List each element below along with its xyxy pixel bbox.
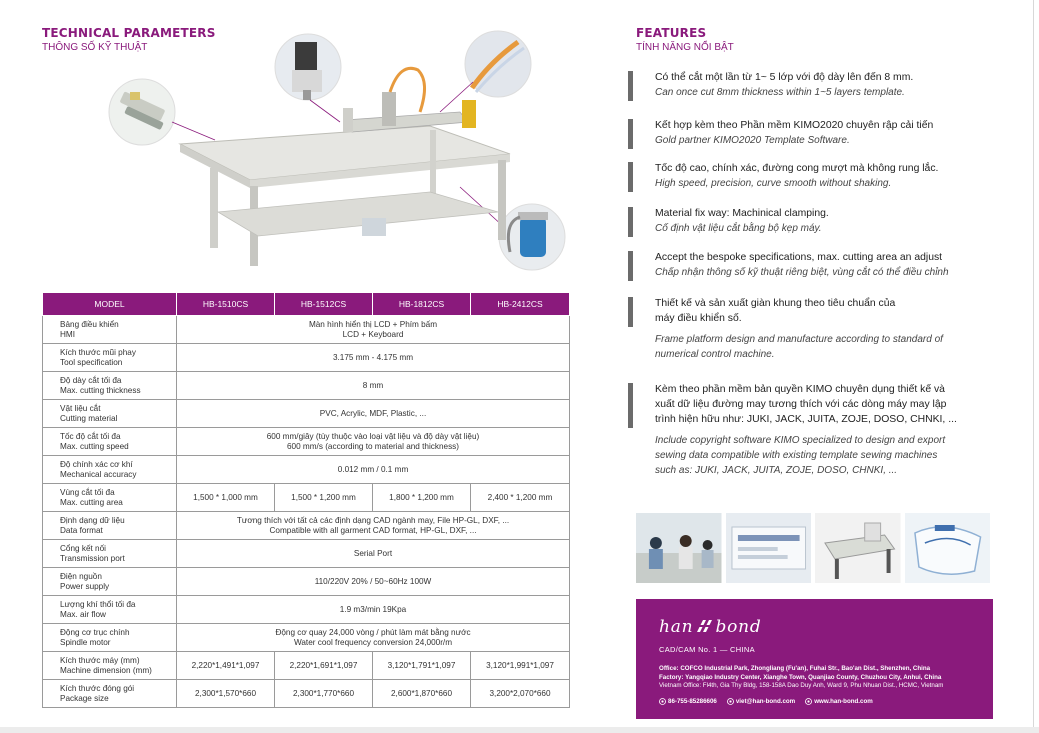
template-board-photo — [726, 513, 812, 583]
spec-label-en: Max. cutting speed — [60, 441, 129, 451]
tech-params-subtitle: THÔNG SỐ KỸ THUẬT — [42, 42, 148, 53]
factory-workers-photo — [636, 513, 722, 583]
feature-text-alt: Include copyright software KIMO specialized to design and export — [655, 435, 946, 446]
email-contact[interactable]: viet@han-bond.com — [727, 698, 795, 705]
table-row — [43, 652, 570, 680]
spec-label — [43, 512, 177, 540]
email-icon — [727, 698, 734, 705]
spec-value — [177, 316, 570, 344]
spec-label-vn: Điện nguồn — [60, 571, 102, 581]
spec-label — [43, 456, 177, 484]
spec-label-en: Data format — [60, 525, 103, 535]
spec-label-vn: Định dạng dữ liệu — [60, 515, 125, 525]
features-subtitle: TÍNH NĂNG NỔI BẬT — [636, 42, 734, 53]
company-footer — [636, 599, 993, 719]
spec-value-line: Tương thích với tất cả các định dạng CAD ngành may, File HP-GL, DXF, ... — [236, 515, 510, 525]
spec-label-en: Spindle motor — [60, 637, 111, 647]
feature-text-alt: Can once cut 8mm thickness within 1~5 layers template. — [655, 87, 905, 98]
spec-value-cell: 1,800 * 1,200 mm — [373, 484, 471, 512]
spec-header-row — [43, 293, 570, 316]
spec-label-vn: Lượng khí thổi tối đa — [60, 599, 136, 609]
spec-value — [177, 624, 570, 652]
spec-label-en: Max. cutting area — [60, 497, 123, 507]
header-model-3: HB-1812CS — [373, 293, 471, 316]
feature-bar — [628, 207, 633, 237]
table-row — [43, 372, 570, 400]
spec-label-en: Tool specification — [60, 357, 123, 367]
detail-circle-clamp — [109, 79, 175, 145]
spec-value-line: PVC, Acrylic, MDF, Plastic, ... — [319, 408, 427, 418]
detail-circle-spindle — [275, 34, 341, 100]
feature-text: Có thể cắt một lần từ 1~ 5 lớp với độ dày lên đến 8 mm. — [655, 72, 914, 83]
table-row — [43, 624, 570, 652]
spec-label — [43, 428, 177, 456]
spec-label-vn: Kích thước đóng gói — [60, 683, 135, 693]
detail-circle-cable — [465, 31, 531, 97]
spec-value-line: Màn hình hiển thị LCD + Phím bấm — [308, 319, 438, 329]
spec-value-line: 600 mm/giây (tùy thuộc vào loại vật liệu và độ dày vật liệu) — [266, 431, 480, 441]
table-row — [43, 456, 570, 484]
tech-params-title: TECHNICAL PARAMETERS — [42, 26, 216, 40]
feature-item — [628, 118, 1008, 148]
feature-text-alt: Chấp nhận thông số kỹ thuật riêng biệt, vùng cắt có thể điều chỉnh — [655, 267, 949, 278]
vietnam-address: Vietnam Office: Fl4th, Gia Thy Bldg, 158-158A Dao Duy Anh, Ward 9, Phu Nhuan Dist., HCMC, Vietnam — [659, 682, 944, 689]
phone-contact: 86-755-85286606 — [659, 698, 717, 705]
feature-bar — [628, 162, 633, 192]
spec-value-line: 3.175 mm - 4.175 mm — [332, 352, 414, 362]
web-contact[interactable]: www.han-bond.com — [805, 698, 873, 705]
contact-info — [659, 698, 873, 705]
spec-label-vn: Tốc độ cắt tối đa — [60, 431, 121, 441]
spec-label — [43, 680, 177, 708]
feature-item — [628, 70, 1008, 100]
spec-value — [177, 344, 570, 372]
spec-label-vn: Độ chính xác cơ khí — [60, 459, 133, 469]
spec-value-line: 8 mm — [362, 380, 384, 390]
spec-value-cell: 2,300*1,770*660 — [275, 680, 373, 708]
spec-value-line: 110/220V 20% / 50~60Hz 100W — [314, 576, 432, 586]
spec-value-cell: 2,220*1,691*1,097 — [275, 652, 373, 680]
spec-value-cell: 3,120*1,791*1,097 — [373, 652, 471, 680]
spec-value-cell: 2,220*1,491*1,097 — [177, 652, 275, 680]
feature-text-alt: Frame platform design and manufacture according to standard of — [655, 334, 943, 345]
spec-value — [177, 596, 570, 624]
spec-value-cell: 1,500 * 1,000 mm — [177, 484, 275, 512]
header-model-1: HB-1510CS — [177, 293, 275, 316]
hanbond-logo: han bond — [659, 617, 762, 637]
spec-label — [43, 344, 177, 372]
spec-value-line: 600 mm/s (according to material and thickness) — [286, 441, 459, 451]
feature-text-alt: numerical control machine. — [655, 349, 775, 360]
bottom-edge — [0, 727, 1039, 733]
spec-value-cell: 3,200*2,070*660 — [471, 680, 570, 708]
table-row — [43, 568, 570, 596]
spec-label-vn: Vùng cắt tối đa — [60, 487, 115, 497]
spec-label-vn: Động cơ trục chính — [60, 627, 130, 637]
spec-value-line: LCD + Keyboard — [342, 329, 404, 339]
spec-label-en: Transmission port — [60, 553, 125, 563]
spec-label — [43, 568, 177, 596]
feature-bar — [628, 251, 633, 281]
spec-value — [177, 456, 570, 484]
spec-label-en: Package size — [60, 693, 109, 703]
spec-value-cell: 2,300*1,570*660 — [177, 680, 275, 708]
table-row — [43, 400, 570, 428]
feature-text: Thiết kế và sản xuất giàn khung theo tiêu chuẩn của — [655, 298, 896, 309]
spec-value — [177, 400, 570, 428]
feature-bar — [628, 71, 633, 101]
machine-illustration — [100, 22, 580, 277]
spec-label-en: Mechanical accuracy — [60, 469, 137, 479]
feature-item — [628, 161, 1008, 191]
spec-value-line: Water cool frequency conversion 24,000r/m — [293, 637, 453, 647]
spec-value-line: Động cơ quay 24,000 vòng / phút làm mát bằng nước — [275, 627, 471, 637]
spec-label-en: Machine dimension (mm) — [60, 665, 152, 675]
features-title: FEATURES — [636, 26, 707, 40]
spec-label-vn: Vật liệu cắt — [60, 403, 101, 413]
hanbond-logo-mark-icon — [694, 618, 714, 634]
office-address: Office: COFCO Industrial Park, Zhongliang (Fu'an), Fuhai Str., Bao'an Dist., Shenzhen, China — [659, 665, 931, 672]
spec-label — [43, 484, 177, 512]
spec-value — [177, 372, 570, 400]
spec-label-en: Power supply — [60, 581, 110, 591]
spec-value-line: 0.012 mm / 0.1 mm — [337, 464, 409, 474]
feature-text-alt: sewing data compatible with existing template sewing machines — [655, 450, 938, 461]
feature-item — [628, 206, 1008, 236]
feature-item — [628, 296, 1008, 362]
feature-text: máy điều khiển số. — [655, 313, 742, 324]
feature-text: Accept the bespoke specifications, max. cutting area an adjust — [655, 252, 943, 263]
spec-value — [177, 428, 570, 456]
feature-bar — [628, 383, 633, 428]
spec-label-en: Max. air flow — [60, 609, 106, 619]
table-row — [43, 344, 570, 372]
sewing-machine-photo — [815, 513, 901, 583]
spec-value — [177, 540, 570, 568]
feature-text: Tốc độ cao, chính xác, đường cong mượt mà không rung lắc. — [655, 163, 939, 174]
feature-text: Kèm theo phần mềm bản quyền KIMO chuyên dụng thiết kế và — [655, 384, 945, 395]
cutting-table — [180, 68, 510, 266]
table-row — [43, 512, 570, 540]
factory-address: Factory: Yangqiao Industry Center, Xianghe Town, Quanjiao County, Chuzhou City, Anhui, China — [659, 673, 942, 681]
spec-value — [177, 568, 570, 596]
spec-label — [43, 624, 177, 652]
spec-label-en: HMI — [60, 329, 76, 339]
spec-label-vn: Cổng kết nối — [60, 543, 106, 553]
feature-text: Kết hợp kèm theo Phần mềm KIMO2020 chuyên rập cải tiến — [655, 120, 934, 131]
feature-text-alt: Gold partner KIMO2020 Template Software. — [655, 135, 850, 146]
table-row — [43, 596, 570, 624]
spec-label — [43, 400, 177, 428]
spec-label-vn: Kích thước máy (mm) — [60, 655, 140, 665]
phone-icon — [659, 698, 666, 705]
spec-label — [43, 540, 177, 568]
feature-bar — [628, 119, 633, 149]
table-row — [43, 428, 570, 456]
photo-strip — [636, 513, 990, 583]
feature-item — [628, 382, 1008, 478]
feature-bar — [628, 297, 633, 327]
spec-label — [43, 372, 177, 400]
detail-circle-vacuum — [499, 204, 565, 270]
spec-label-vn: Kích thước mũi phay — [60, 347, 136, 357]
spec-value-line: Compatible with all garment CAD format, HP-GL, DXF, ... — [269, 525, 477, 535]
page-edge-line — [1033, 0, 1034, 733]
web-icon — [805, 698, 812, 705]
header-model: MODEL — [43, 293, 177, 316]
spec-value — [177, 512, 570, 540]
feature-text-alt: Cố định vật liệu cắt bằng bộ kẹp máy. — [655, 223, 822, 234]
cadcam-tagline: CAD/CAM No. 1 — CHINA — [659, 645, 755, 654]
feature-text-alt: such as: JUKI, JACK, JUITA, ZOJE, DOSO, CHNKI, ... — [655, 465, 898, 476]
spec-label-vn: Độ dày cắt tối đa — [60, 375, 122, 385]
spec-value-line: 1.9 m3/min 19Kpa — [339, 604, 407, 614]
spec-label-en: Max. cutting thickness — [60, 385, 141, 395]
header-model-2: HB-1512CS — [275, 293, 373, 316]
template-sample-photo — [905, 513, 991, 583]
header-model-4: HB-2412CS — [471, 293, 570, 316]
table-row — [43, 540, 570, 568]
feature-text: xuất dữ liệu đường may tương thích với các dòng máy may lập — [655, 399, 947, 410]
spec-label-en: Cutting material — [60, 413, 118, 423]
feature-text-alt: High speed, precision, curve smooth without shaking. — [655, 178, 892, 189]
spec-label — [43, 316, 177, 344]
spec-table — [42, 292, 570, 708]
spec-value-cell: 2,400 * 1,200 mm — [471, 484, 570, 512]
table-row — [43, 680, 570, 708]
table-row — [43, 316, 570, 344]
feature-item — [628, 250, 1008, 280]
features-header — [636, 26, 734, 53]
feature-text: trình hiện hữu như: JUKI, JACK, JUITA, ZOJE, DOSO, CHNKI, ... — [655, 414, 957, 425]
spec-label — [43, 596, 177, 624]
table-row — [43, 484, 570, 512]
spec-label-vn: Bảng điều khiển — [60, 319, 119, 329]
feature-text: Material fix way: Machinical clamping. — [655, 208, 829, 219]
spec-value-cell: 3,120*1,991*1,097 — [471, 652, 570, 680]
spec-value-cell: 2,600*1,870*660 — [373, 680, 471, 708]
spec-label — [43, 652, 177, 680]
addresses — [659, 665, 999, 691]
spec-value-line: Serial Port — [353, 548, 393, 558]
spec-value-cell: 1,500 * 1,200 mm — [275, 484, 373, 512]
